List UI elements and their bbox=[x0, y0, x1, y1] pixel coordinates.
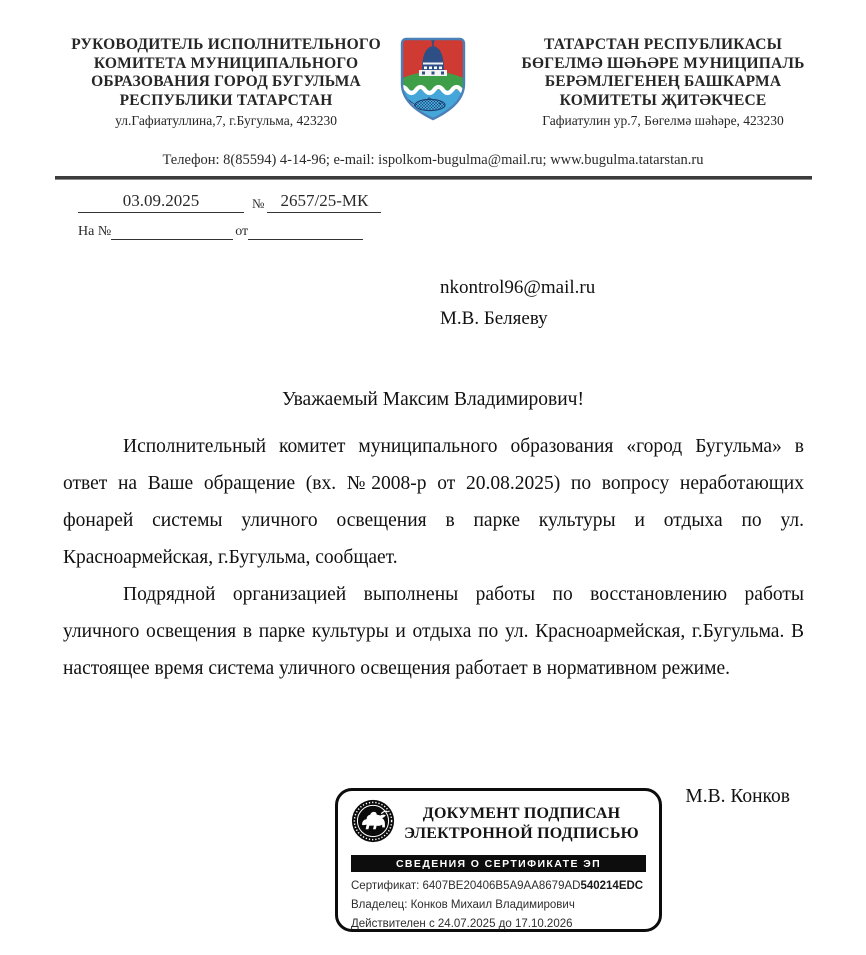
reply-from-label: от bbox=[235, 224, 249, 239]
org-tt-line: БЕРӘМЛЕГЕНЕҢ БАШКАРМА bbox=[544, 73, 782, 90]
org-ru-line: ОБРАЗОВАНИЯ ГОРОД БУГУЛЬМА bbox=[91, 73, 361, 90]
certificate-value: 6407BE20406B5A9AA8679AD bbox=[422, 880, 581, 892]
validity-line: Действителен с 24.07.2025 до 17.10.2026 bbox=[351, 918, 573, 930]
letter-date: 03.09.2025 bbox=[78, 190, 244, 213]
recipient-email: nkontrol96@mail.ru bbox=[440, 277, 596, 298]
certificate-details bbox=[351, 877, 646, 934]
letter-number: 2657/25-МК bbox=[267, 190, 381, 213]
contact-line: Телефон: 8(85594) 4-14-96; e-mail: ispolkom-bugulma@mail.ru; www.bugulma.tatarstan.ru bbox=[162, 152, 704, 168]
org-ru-line: КОМИТЕТА МУНИЦИПАЛЬНОГО bbox=[93, 54, 359, 72]
stamp-title bbox=[397, 804, 646, 844]
signature-section bbox=[0, 784, 866, 944]
reply-reference-row bbox=[78, 213, 866, 240]
reference-block bbox=[78, 189, 866, 240]
tatarstan-seal-icon bbox=[351, 799, 397, 848]
org-block-tatar bbox=[468, 36, 858, 129]
org-tt-address: Гафиатулин ур.7, Бөгелмә шәһәре, 423230 bbox=[542, 113, 784, 128]
paragraph-1: Исполнительный комитет муниципального образования «город Бугульма» в ответ на Ваше обращение (вх. №2008-р от 20.08.2025) по вопросу неработающих фонарей системы уличного освещения в парке культуры и отдыха по ул. Красноармейская, г.Бугульма, сообщает. bbox=[63, 436, 804, 568]
number-sign: № bbox=[252, 196, 265, 211]
owner-label: Владелец: bbox=[351, 899, 408, 911]
org-ru-line: РЕСПУБЛИКИ ТАТАРСТАН bbox=[119, 91, 333, 109]
signer-name: М.В. Конков bbox=[685, 786, 790, 807]
recipient-name: М.В. Беляеву bbox=[440, 308, 548, 329]
certificate-label: Сертификат: bbox=[351, 880, 420, 892]
header-divider bbox=[55, 176, 812, 180]
certificate-info-bar-label: СВЕДЕНИЯ О СЕРТИФИКАТЕ ЭП bbox=[395, 857, 602, 870]
salutation: Уважаемый Максим Владимирович! bbox=[281, 389, 584, 410]
certificate-value-tail: 540214EDC bbox=[580, 880, 644, 892]
stamp-header bbox=[351, 799, 646, 848]
org-tt-line: ТАТАРСТАН РЕСПУБЛИКАСЫ bbox=[544, 36, 783, 53]
recipient-block bbox=[440, 272, 866, 334]
electronic-signature-stamp bbox=[335, 788, 662, 932]
certificate-info-bar bbox=[351, 855, 646, 872]
bugulma-coat-of-arms-icon bbox=[400, 36, 468, 126]
paragraph-2: Подрядной организацией выполнены работы по восстановлению работы уличного освещения в парке культуры и отдыха по ул. Красноармейская, г.Бугульма. В настоящее время система уличного освещения работает в нормативном режиме. bbox=[63, 584, 804, 679]
reply-number-blank bbox=[111, 222, 233, 240]
certificate-line bbox=[351, 877, 646, 896]
letter-body bbox=[63, 428, 804, 687]
stamp-title-line1: ДОКУМЕНТ ПОДПИСАН bbox=[422, 804, 621, 822]
owner-line bbox=[351, 896, 646, 915]
date-number-row bbox=[78, 189, 866, 213]
stamp-title-line2: ЭЛЕКТРОННОЙ ПОДПИСЬЮ bbox=[404, 824, 639, 842]
org-tt-line: КОМИТЕТЫ ҖИТӘКЧЕСЕ bbox=[559, 91, 767, 109]
reply-number-label: На № bbox=[78, 224, 112, 239]
org-ru-line: РУКОВОДИТЕЛЬ ИСПОЛНИТЕЛЬНОГО bbox=[71, 36, 381, 53]
org-block-russian bbox=[52, 36, 400, 129]
reply-date-blank bbox=[248, 222, 363, 240]
owner-value: Конков Михаил Владимирович bbox=[410, 899, 575, 911]
org-ru-address: ул.Гафиатуллина,7, г.Бугульма, 423230 bbox=[115, 113, 337, 128]
letterhead bbox=[0, 36, 866, 129]
org-tt-line: БӨГЕЛМӘ ШӘҺӘРЕ МУНИЦИПАЛЬ bbox=[521, 54, 805, 72]
